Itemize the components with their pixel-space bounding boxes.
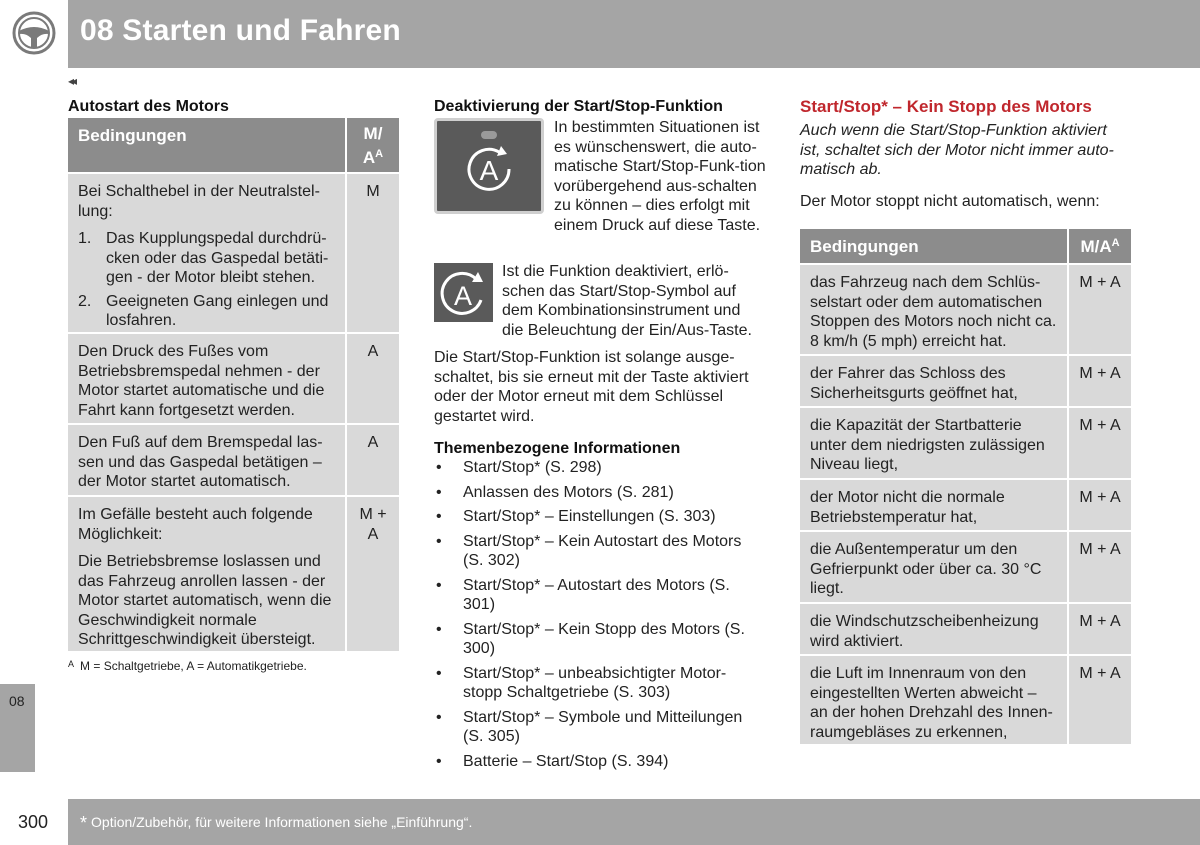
step-number: 2. (78, 292, 92, 310)
bullet: • (436, 752, 442, 770)
row-mode: M + A (1067, 356, 1131, 406)
bullet: • (436, 664, 442, 682)
chapter-side-tab[interactable] (0, 684, 35, 772)
row-mode: M + A (1067, 408, 1131, 478)
table-row (68, 332, 399, 423)
table-row (68, 423, 399, 495)
related-link[interactable]: Start/Stop* – Autostart des Motors (S. 301) (463, 576, 730, 613)
row-mode-text: M + (359, 506, 387, 523)
table-row (68, 495, 399, 651)
row-mode: M + A (1067, 480, 1131, 530)
deactivation-text: In bestimmten Situationen ist es wünschenswert, die auto-matische Start/Stop-Funk-tion vorübergehend aus-schalten zu können – dies erfolgt mit einem Druck auf diese Taste. (554, 119, 766, 234)
header-mode-footnote-mark: A (375, 148, 384, 160)
header-mode-footnote-mark: A (1111, 237, 1120, 249)
chapter-side-tab-label: 08 (9, 693, 25, 709)
row-mode: M + A (1067, 656, 1131, 744)
no-stop-heading: Start/Stop* – Kein Stopp des Motors (800, 97, 1092, 116)
footnote-mark: A (68, 659, 75, 669)
bullet: • (436, 708, 442, 726)
back-nav-icon[interactable]: ◂◂ (68, 74, 75, 88)
row-mode: A (345, 334, 399, 423)
start-stop-button-icon (434, 118, 544, 214)
list-item[interactable] (434, 620, 764, 659)
list-item[interactable] (434, 752, 764, 772)
header-mode (345, 118, 399, 172)
start-stop-symbol-icon (434, 263, 493, 322)
footer-note (80, 813, 472, 834)
table-row (800, 478, 1131, 530)
button-letter: A (479, 155, 499, 186)
start-stop-symbol-graphic (434, 263, 493, 322)
chapter-icon-box (0, 0, 68, 68)
related-link[interactable]: Start/Stop* – Kein Stopp des Motors (S. 300) (463, 620, 745, 657)
no-stop-table (800, 229, 1131, 744)
table-row (800, 654, 1131, 744)
table-row (800, 530, 1131, 602)
related-link[interactable]: Start/Stop* – Einstellungen (S. 303) (463, 508, 716, 525)
steering-wheel-icon (12, 11, 56, 55)
autostart-table (68, 118, 399, 651)
step-number: 1. (78, 230, 92, 247)
header-mode (1067, 229, 1131, 263)
related-link[interactable]: Start/Stop* (S. 298) (463, 459, 602, 476)
reactivation-text: Die Start/Stop-Funktion ist solange ausge-schaltet, bis sie erneut mit der Taste aktiviert oder der Motor erneut mit dem Schlüssel gestartet wird. (434, 349, 749, 425)
row-conditions: Den Fuß auf dem Bremspedal las-sen und das Gaspedal betätigen – der Motor startet automatisch. (78, 434, 323, 490)
row-mode: M + A (1067, 532, 1131, 602)
no-stop-intro: Auch wenn die Start/Stop-Funktion aktiviert ist, schaltet sich der Motor nicht immer auto-matisch ab. (800, 122, 1114, 178)
list-item (78, 229, 335, 288)
list-item[interactable] (434, 507, 764, 527)
related-list (434, 458, 764, 776)
footer-star-mark: * (80, 813, 88, 833)
bullet: • (436, 508, 442, 525)
table-footnote (68, 659, 307, 673)
steps-list (78, 229, 335, 331)
row-intro: Bei Schalthebel in der Neutralstel-lung: (78, 183, 320, 220)
deactivation-heading: Deaktivierung der Start/Stop-Funktion (434, 98, 723, 115)
row-text: Im Gefälle besteht auch folgende Möglichkeit: (78, 506, 313, 543)
row-mode (345, 497, 399, 651)
symbol-letter: A (453, 281, 473, 311)
row-conditions: der Motor nicht die normale Betriebstemperatur hat, (810, 489, 1005, 526)
row-conditions: die Kapazität der Startbatterie unter dem niedrigsten zulässigen Niveau liegt, (810, 417, 1045, 473)
header-conditions: Bedingungen (78, 126, 187, 145)
row-conditions (68, 497, 345, 651)
header-mode-text: M/A (1080, 237, 1112, 256)
list-item[interactable] (434, 664, 764, 703)
row-mode: M + A (1067, 265, 1131, 354)
bullet: • (436, 459, 442, 476)
row-conditions: der Fahrer das Schloss des Sicherheitsgurts geöffnet hat, (810, 365, 1018, 402)
related-link[interactable]: Start/Stop* – Symbole und Mitteilungen (S. 305) (463, 708, 743, 745)
row-conditions: die Luft im Innenraum von den eingestellten Werten abweicht – an der hohen Drehzahl des Innen-raumgebläses zu erkennen, (810, 665, 1053, 741)
bullet: • (436, 483, 442, 501)
list-item[interactable] (434, 532, 764, 571)
row-conditions (68, 174, 345, 332)
row-conditions: die Außentemperatur um den Gefrierpunkt oder über ca. 30 °C liegt. (810, 541, 1042, 597)
start-stop-button-graphic (437, 121, 541, 211)
list-item[interactable] (434, 708, 764, 747)
row-conditions: das Fahrzeug nach dem Schlüs-selstart oder dem automatischen Stoppen des Motors noch nicht ca. 8 km/h (5 mph) erreicht hat. (810, 274, 1057, 350)
step-text: Geeigneten Gang einlegen und losfahren. (106, 292, 329, 329)
bullet: • (436, 532, 442, 550)
related-link[interactable]: Start/Stop* – unbeabsichtigter Motor-stopp Schaltgetriebe (S. 303) (463, 664, 727, 701)
row-mode: A (345, 425, 399, 495)
related-link[interactable]: Batterie – Start/Stop (S. 394) (463, 752, 669, 770)
table-row (800, 354, 1131, 406)
deactivated-text: Ist die Funktion deaktiviert, erlö-schen das Start/Stop-Symbol auf dem Kombinationsinstrument und die Beleuchtung der Ein/Aus-Taste. (502, 263, 752, 339)
bullet: • (436, 620, 442, 638)
table-header (800, 229, 1131, 263)
list-item[interactable] (434, 458, 764, 478)
chapter-title: 08 Starten und Fahren (80, 14, 401, 47)
list-item[interactable] (434, 483, 764, 503)
row-mode: M + A (1067, 604, 1131, 654)
row-mode: M (345, 174, 399, 332)
table-row (800, 602, 1131, 654)
bullet: • (436, 576, 442, 594)
row-mode-text-2: A (367, 525, 379, 543)
autostart-heading: Autostart des Motors (68, 98, 229, 115)
row-conditions: die Windschutzscheibenheizung wird aktiviert. (810, 613, 1039, 650)
footnote-text: M = Schaltgetriebe, A = Automatikgetriebe. (80, 659, 307, 673)
related-link[interactable]: Start/Stop* – Kein Autostart des Motors (S. 302) (463, 532, 742, 569)
step-text: Das Kupplungspedal durchdrü-cken oder das Gaspedal betäti-gen - der Motor bleibt stehen. (106, 230, 329, 286)
footer-note-text: Option/Zubehör, für weitere Informationen siehe „Einführung“. (91, 814, 473, 830)
header-mode-text-2: A (362, 148, 376, 167)
table-header (68, 118, 399, 172)
table-row (800, 263, 1131, 354)
related-heading: Themenbezogene Informationen (434, 440, 681, 457)
list-item (78, 292, 335, 331)
row-text-2: Die Betriebsbremse loslassen und das Fahrzeug anrollen lassen - der Motor startet automatisch, wenn die Geschwindigkeit normale Schrittgeschwindigkeit übersteigt. (78, 553, 332, 648)
table-row (68, 172, 399, 332)
row-conditions: Den Druck des Fußes vom Betriebsbremspedal nehmen - der Motor startet automatische und die Fahrt kann fortgesetzt werden. (78, 343, 325, 419)
header-mode-text: M/ (363, 124, 383, 143)
table-row (800, 406, 1131, 478)
list-item[interactable] (434, 576, 764, 615)
no-stop-lead: Der Motor stoppt nicht automatisch, wenn: (800, 193, 1100, 210)
related-link[interactable]: Anlassen des Motors (S. 281) (463, 483, 674, 501)
page-number: 300 (18, 812, 49, 832)
header-conditions: Bedingungen (810, 237, 919, 256)
